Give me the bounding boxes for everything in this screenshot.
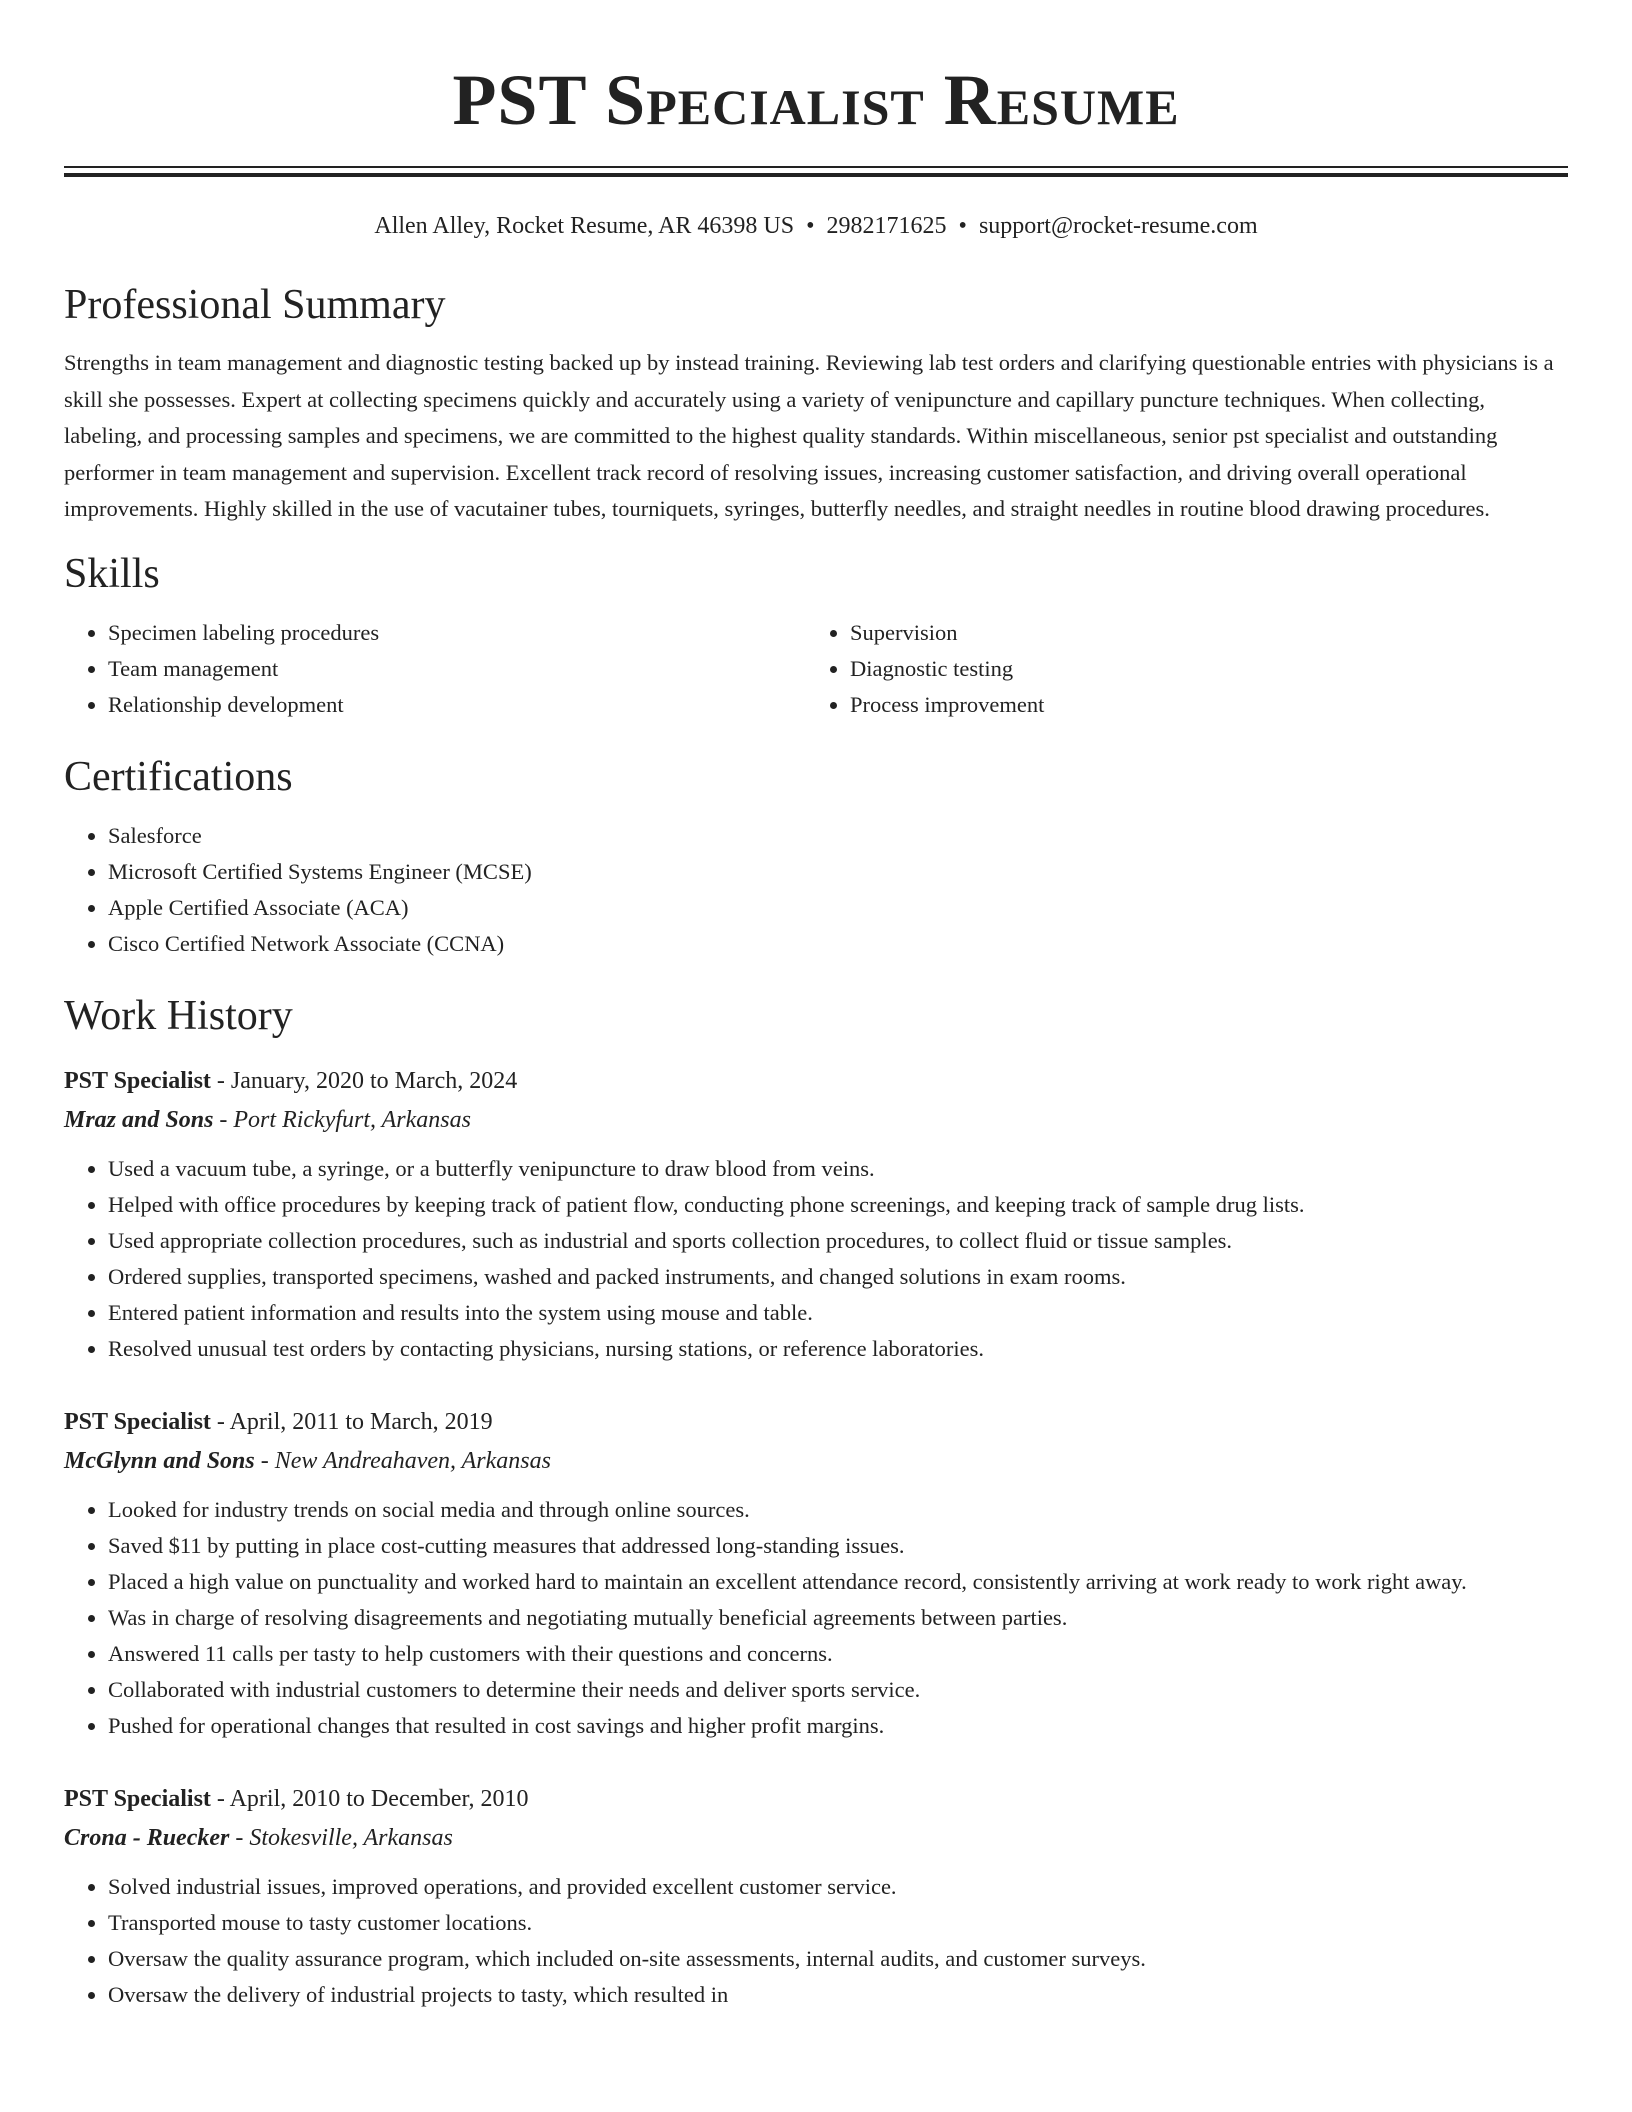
job-title-line bbox=[64, 1062, 1568, 1100]
title-divider-thick bbox=[64, 173, 1568, 177]
contact-separator: • bbox=[958, 213, 967, 239]
skills-list-left bbox=[64, 615, 806, 723]
job-dates: - January, 2020 to March, 2024 bbox=[210, 1067, 518, 1094]
resume-title: PST Specialist Resume bbox=[452, 60, 1180, 140]
job-company-line bbox=[64, 1100, 1568, 1140]
job-bullet: • Oversaw the delivery of industrial projects to tasty, which resulted in bbox=[108, 1977, 1568, 2013]
job-title: PST Specialist bbox=[64, 1785, 211, 1812]
certifications-heading: Certifications bbox=[64, 753, 293, 800]
skills-list-right bbox=[806, 615, 1548, 723]
skill-item: • Relationship development bbox=[108, 687, 806, 723]
job-bullet: • Was in charge of resolving disagreements and negotiating mutually beneficial agreements between parties. bbox=[108, 1600, 1568, 1636]
job-dates: - April, 2010 to December, 2010 bbox=[210, 1785, 529, 1812]
job-company: McGlynn and Sons bbox=[64, 1447, 255, 1474]
job-company: Mraz and Sons bbox=[64, 1106, 214, 1133]
title-divider-thin bbox=[64, 166, 1568, 168]
job-location: - Port Rickyfurt, Arkansas bbox=[213, 1106, 471, 1133]
job-entry bbox=[64, 1062, 1568, 1367]
contact-separator: • bbox=[806, 213, 815, 239]
work-history-heading: Work History bbox=[64, 992, 293, 1039]
job-title-line bbox=[64, 1780, 1568, 1818]
job-dates: - April, 2011 to March, 2019 bbox=[210, 1408, 493, 1435]
job-bullet: • Saved $11 by putting in place cost-cutting measures that addressed long-standing issues. bbox=[108, 1528, 1568, 1564]
job-company-line bbox=[64, 1441, 1568, 1481]
job-title-line bbox=[64, 1403, 1568, 1441]
job-bullet: • Resolved unusual test orders by contacting physicians, nursing stations, or reference laboratories. bbox=[108, 1331, 1568, 1367]
job-bullet: • Oversaw the quality assurance program, which included on-site assessments, internal audits, and customer surveys. bbox=[108, 1941, 1568, 1977]
job-bullets bbox=[64, 1151, 1568, 1367]
skills-column-left bbox=[64, 615, 806, 723]
skill-item: • Specimen labeling procedures bbox=[108, 615, 806, 651]
contact-phone: 2982171625 bbox=[826, 213, 947, 239]
job-location: - New Andreahaven, Arkansas bbox=[254, 1447, 551, 1474]
certification-item: • Salesforce bbox=[108, 818, 1568, 854]
contact-address: Allen Alley, Rocket Resume, AR 46398 US bbox=[374, 213, 795, 239]
job-company-line bbox=[64, 1818, 1568, 1858]
job-bullet: • Ordered supplies, transported specimens, washed and packed instruments, and changed solutions in exam rooms. bbox=[108, 1259, 1568, 1295]
certification-item: • Cisco Certified Network Associate (CCNA) bbox=[108, 926, 1568, 962]
job-bullet: • Looked for industry trends on social media and through online sources. bbox=[108, 1492, 1568, 1528]
contact-email[interactable]: support@rocket-resume.com bbox=[978, 213, 1258, 239]
skill-item: • Team management bbox=[108, 651, 806, 687]
contact-line bbox=[64, 211, 1568, 241]
summary-text: Strengths in team management and diagnostic testing backed up by instead training. Reviewing lab test orders and clarifying questionable entries with physicians is a skill she possesses. Expert at collecting specimens quickly and accurately using a variety of venipuncture and capillary puncture techniques. When collecting, labeling, and processing samples and specimens, we are committed to the highest quality standards. Within miscellaneous, senior pst specialist and outstanding performer in team management and supervision. Excellent track record of resolving issues, increasing customer satisfaction, and driving overall operational improvements. Highly skilled in the use of vacutainer tubes, tourniquets, syringes, butterfly needles, and straight needles in routine blood drawing procedures. bbox=[64, 350, 1554, 521]
job-company: Crona - Ruecker bbox=[64, 1824, 230, 1851]
job-bullet: • Transported mouse to tasty customer locations. bbox=[108, 1905, 1568, 1941]
job-bullets bbox=[64, 1492, 1568, 1744]
job-entry bbox=[64, 1403, 1568, 1744]
skills-heading: Skills bbox=[64, 550, 160, 597]
job-entry bbox=[64, 1780, 1568, 2013]
certification-item: • Microsoft Certified Systems Engineer (MCSE) bbox=[108, 854, 1568, 890]
job-location: - Stokesville, Arkansas bbox=[229, 1824, 453, 1851]
job-title: PST Specialist bbox=[64, 1067, 211, 1094]
job-title: PST Specialist bbox=[64, 1408, 211, 1435]
job-bullets bbox=[64, 1869, 1568, 2013]
job-bullet: • Used a vacuum tube, a syringe, or a butterfly venipuncture to draw blood from veins. bbox=[108, 1151, 1568, 1187]
skill-item: • Supervision bbox=[850, 615, 1548, 651]
job-bullet: • Helped with office procedures by keeping track of patient flow, conducting phone screenings, and keeping track of sample drug lists. bbox=[108, 1187, 1568, 1223]
job-bullet: • Answered 11 calls per tasty to help customers with their questions and concerns. bbox=[108, 1636, 1568, 1672]
job-bullet: • Solved industrial issues, improved operations, and provided excellent customer service. bbox=[108, 1869, 1568, 1905]
job-bullet: • Entered patient information and results into the system using mouse and table. bbox=[108, 1295, 1568, 1331]
job-bullet: • Used appropriate collection procedures, such as industrial and sports collection procedures, to collect fluid or tissue samples. bbox=[108, 1223, 1568, 1259]
job-bullet: • Collaborated with industrial customers to determine their needs and deliver sports service. bbox=[108, 1672, 1568, 1708]
skill-item: • Diagnostic testing bbox=[850, 651, 1548, 687]
certification-item: • Apple Certified Associate (ACA) bbox=[108, 890, 1568, 926]
skills-column-right bbox=[806, 615, 1548, 723]
summary-heading: Professional Summary bbox=[64, 282, 446, 328]
job-bullet: • Placed a high value on punctuality and worked hard to maintain an excellent attendance record, consistently arriving at work ready to work right away. bbox=[108, 1564, 1568, 1600]
certifications-list bbox=[64, 818, 1568, 962]
skills-grid bbox=[64, 615, 1568, 723]
skill-item: • Process improvement bbox=[850, 687, 1548, 723]
job-bullet: • Pushed for operational changes that resulted in cost savings and higher profit margins. bbox=[108, 1708, 1568, 1744]
